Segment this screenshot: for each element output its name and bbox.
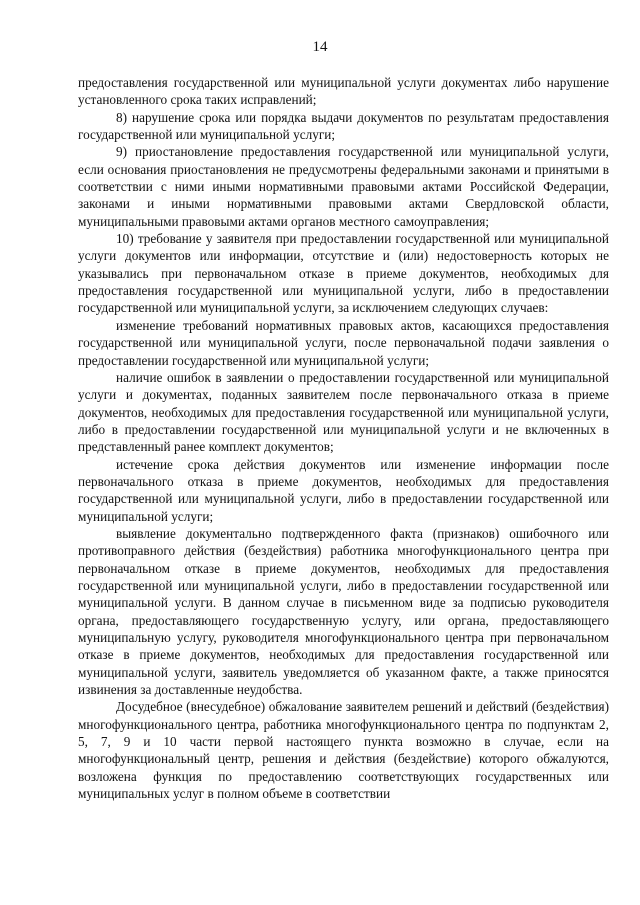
page-number: 14 xyxy=(312,39,328,55)
paragraph-exception-expiry: истечение срока действия документов или изменение информации после первоначального отказа в приеме документов, необходимых для предоставления государственной или муниципальной услуги, либо в предоставлении государственной или муниципальной услуги; xyxy=(78,456,609,524)
paragraph-exception-requirements-change: изменение требований нормативных правовых актов, касающихся предоставления государственной или муниципальной услуги, после первоначальной подачи заявления о предоставлении государственной или муниципальной услуги; xyxy=(78,317,609,368)
document-body xyxy=(78,74,609,802)
paragraph-continuation: предоставления государственной или муниципальной услуги документах либо нарушение установленного срока таких исправлений; xyxy=(78,75,609,108)
paragraph-item-8: 8) нарушение срока или порядка выдачи документов по результатам предоставления государственной или муниципальной услуги; xyxy=(78,109,609,143)
paragraph-exception-employee-fault: выявление документально подтвержденного факта (признаков) ошибочного или противоправного действия (бездействия) работника многофункционального центра при первоначальном отказе в приеме документов, необходимых для предоставления государственной или муниципальной услуги, либо в предоставлении государственной или муниципальной услуги. В данном случае в письменном виде за подписью руководителя органа, предоставляющего государственную услугу, или органа, предоставляющего муниципальную услугу, руководителя многофункционального центра при первоначальном отказе в приеме документов, необходимых для предоставления государственной или муниципальной услуги, заявитель уведомляется об указанном факте, а также приносятся извинения за доставленные неудобства. xyxy=(78,525,609,698)
paragraph-exception-errors: наличие ошибок в заявлении о предоставлении государственной или муниципальной услуги и документах, поданных заявителем после первоначального отказа в приеме документов, необходимых для предоставления государственной или муниципальной услуги, либо в предоставлении государственной или муниципальной услуги и не включенных в представленный ранее комплект документов; xyxy=(78,369,609,455)
paragraph-item-9: 9) приостановление предоставления государственной или муниципальной услуги, если основания приостановления не предусмотрены федеральными законами и принятыми в соответствии с ними иными нормативными правовыми актами Российской Федерации, законами и иными нормативными правовыми актами Свердловской области, муниципальными правовыми актами органов местного самоуправления; xyxy=(78,144,609,229)
paragraph-pretrial-appeal: Досудебное (внесудебное) обжалование заявителем решений и действий (бездействия) многофункционального центра, работника многофункционального центра по подпунктам 2, 5, 7, 9 и 10 части первой настоящего пункта возможно в случае, если на многофункциональный центр, решения и действия (бездействие) которого обжалуются, возложена функция по предоставлению соответствующих государственных или муниципальных услуг в полном объеме в соответствии xyxy=(78,699,609,802)
paragraph-item-10: 10) требование у заявителя при предоставлении государственной или муниципальной услуги документов или информации, отсутствие и (или) недостоверность которых не указывались при первоначальном отказе в приеме документов, необходимых для предоставления государственной или муниципальной услуги, либо в предоставлении государственной или муниципальной услуги, за исключением следующих случаев: xyxy=(78,231,609,316)
